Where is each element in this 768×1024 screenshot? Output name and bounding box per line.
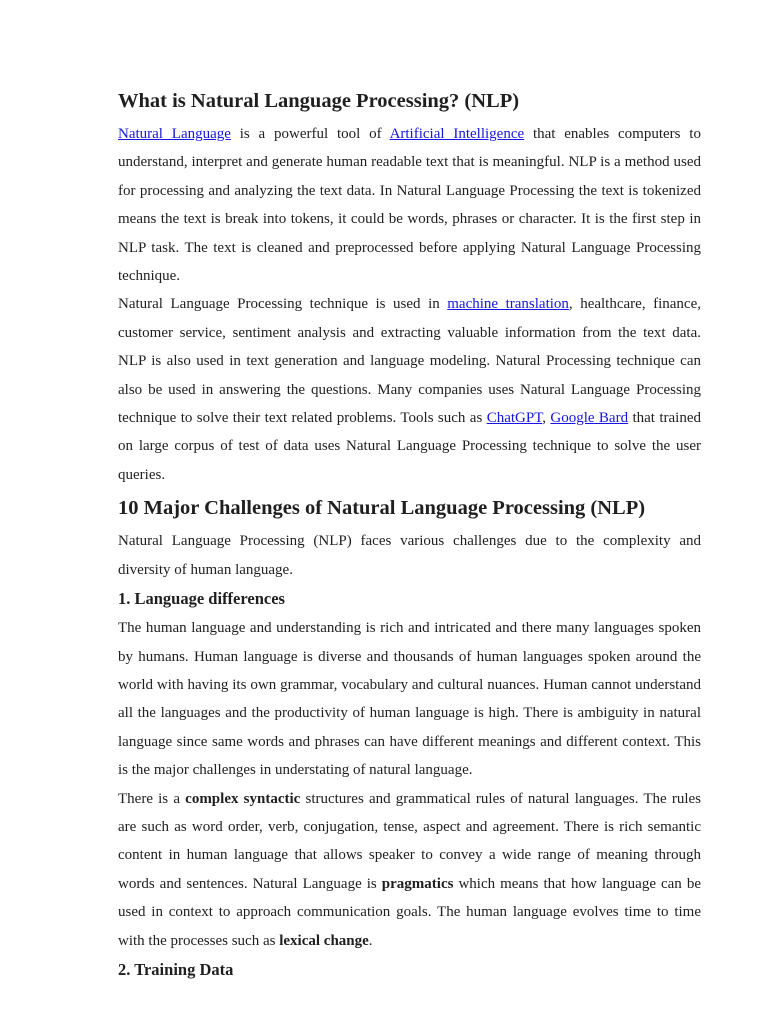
natural-language-link[interactable]: Natural Language <box>118 126 231 142</box>
chatgpt-link[interactable]: ChatGPT <box>486 410 543 427</box>
article-body <box>118 86 701 985</box>
challenges-intro-paragraph: Natural Language Processing (NLP) faces various challenges due to the complexity and diversity of human language. <box>118 533 701 578</box>
language-differences-paragraph: The human language and understanding is rich and intricated and there many languages spoken by humans. Human language is diverse and thousands of human languages spoken around the world with having its own grammar, vocabulary and cultural nuances. Human cannot understand all the languages and the productivity of human language is high. There is ambiguity in natural language since same words and phrases can have different meanings and different context. This is the major challenges in understating of natural language. <box>118 620 701 779</box>
text-span: which means that how language can be used in context to approach communication goals. The human language evolves time to time with the processes such as <box>118 875 701 949</box>
bold-term: lexical change <box>279 932 369 949</box>
text-span: that trained on large corpus of test of data uses Natural Language Processing technique to solve the user queries. <box>118 410 701 483</box>
artificial-intelligence-link[interactable]: Artificial Intelligence <box>389 126 525 142</box>
uses-paragraph <box>118 290 701 489</box>
subheading-training-data: 2. Training Data <box>118 959 234 979</box>
bold-term: complex syntactic <box>185 790 301 807</box>
page-title: What is Natural Language Processing? (NLP) <box>118 90 520 112</box>
text-span: There is a <box>118 790 186 807</box>
text-span: Natural Language Processing technique is used in <box>118 296 448 313</box>
text-span: . <box>368 932 373 949</box>
text-span: structures and grammatical rules of natural languages. The rules are such as word order, verb, conjugation, tense, aspect and agreement. There is rich semantic content in human language that allows speaker to convey a wide range of meaning through words and sentences. Natural Language is <box>118 790 702 892</box>
intro-paragraph <box>118 120 701 290</box>
text-span: , <box>542 410 551 427</box>
syntax-paragraph <box>118 785 701 955</box>
text-span: , healthcare, finance, customer service, sentiment analysis and extracting valuable information from the text data. NLP is also used in text generation and language modeling. Natural Processing technique can also be used in answering the questions. Many companies uses Natural Language Processing technique to solve their text related problems. Tools such as <box>118 296 701 427</box>
bold-term: pragmatics <box>381 875 454 892</box>
machine-translation-link[interactable]: machine translation <box>447 296 569 313</box>
text-span: is a powerful tool of <box>230 126 390 142</box>
section-heading-challenges: 10 Major Challenges of Natural Language Processing (NLP) <box>118 497 646 520</box>
text-span: that enables computers to understand, interpret and generate human readable text that is meaningful. NLP is a method used for processing and analyzing the text data. In Natural Language Processing the text is tokenized means the text is break into tokens, it could be words, phrases or character. It is the first step in NLP task. The text is cleaned and preprocessed before applying Natural Language Processing technique. <box>118 126 701 285</box>
google-bard-link[interactable]: Google Bard <box>550 410 629 427</box>
subheading-language-differences: 1. Language differences <box>118 589 285 609</box>
